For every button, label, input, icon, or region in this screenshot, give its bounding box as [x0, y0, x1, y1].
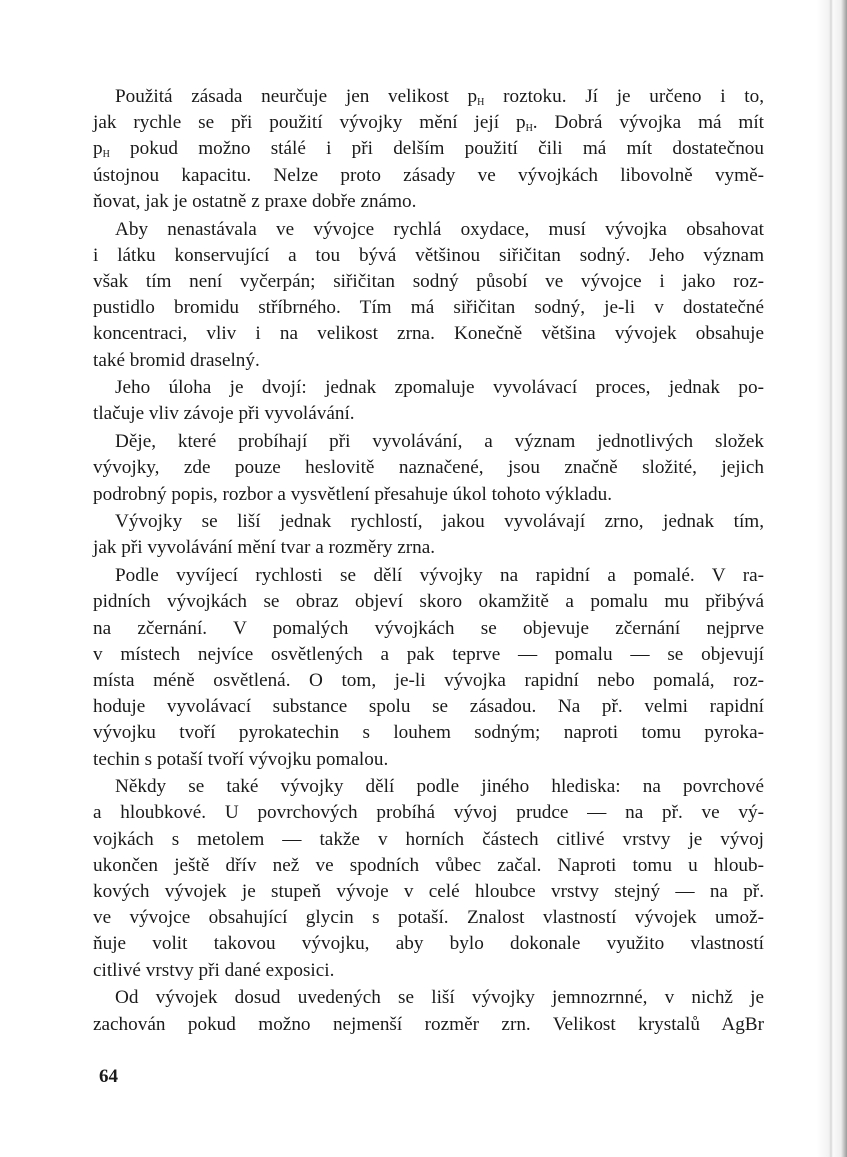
text-line: jak rychle se při použití vývojky mění její $p_H$. Dobrá vývojka má mít: [93, 112, 764, 135]
page-number: 64: [99, 1066, 118, 1087]
text-line: ukončen ještě dřív než ve spodních vůbec začal. Naproti tomu u hloub-: [93, 854, 764, 876]
text-line: místa méně osvětlená. O tom, je-li vývojka rapidní nebo pomalá, roz-: [93, 669, 764, 691]
text-line: pidních vývojkách se obraz objeví skoro okamžitě a pomalu mu přibývá: [93, 591, 764, 613]
text-line: také bromid draselný.: [93, 349, 260, 371]
text-line: koncentraci, vliv i na velikost zrna. Konečně většina vývojek obsahuje: [93, 323, 764, 345]
text-line: zachován pokud možno nejmenší rozměr zrn. Velikost krystalů AgBr: [93, 1013, 764, 1035]
text-line: podrobný popis, rozbor a vysvětlení přesahuje úkol tohoto výkladu.: [93, 483, 613, 505]
text-line: na zčernání. V pomalých vývojkách se objevuje zčernání nejprve: [93, 617, 764, 639]
text-line: pustidlo bromidu stříbrného. Tím má siřičitan sodný, je-li v dostatečné: [93, 297, 764, 319]
text-line: i látku konservující a tou bývá většinou siřičitan sodný. Jeho význam: [93, 244, 764, 266]
text-line: hoduje vyvolávací substance spolu se zásadou. Na př. velmi rapidní: [93, 696, 764, 718]
text-line: vývojky, zde pouze heslovitě naznačené, jsou značně složité, jejich: [93, 457, 764, 479]
text-line: Vývojky se liší jednak rychlostí, jakou vyvolávají zrno, jednak tím,: [115, 511, 764, 533]
text-line: kových vývojek je stupeň vývoje v celé hloubce vrstvy stejný — na př.: [93, 881, 764, 902]
text-line: Někdy se také vývojky dělí podle jiného hlediska: na povrchové: [115, 776, 764, 798]
text-line: v místech nejvíce osvětlených a pak teprve — pomalu — se objevují: [93, 643, 764, 665]
text-line: ňovat, jak je ostatně z praxe dobře známo.: [93, 190, 417, 212]
text-line: citlivé vrstvy při dané exposici.: [93, 959, 335, 981]
text-line: ústojnou kapacitu. Nelze proto zásady ve vývojkách libovolně vymě-: [93, 164, 764, 186]
scan-edge-shadow: [817, 0, 847, 1157]
text-line: Od vývojek dosud uvedených se liší vývojky jemnozrnné, v nichž je: [115, 987, 764, 1009]
text-line: vývojku tvoří pyrokatechin s louhem sodným; naproti tomu pyroka-: [93, 722, 764, 744]
text-line: Jeho úloha je dvojí: jednak zpomaluje vyvolávací proces, jednak po-: [115, 377, 764, 399]
text-line: techin s potaší tvoří vývojku pomalou.: [93, 748, 389, 770]
text-line: ve vývojce obsahující glycin s potaší. Znalost vlastností vývojek umož-: [93, 907, 764, 929]
text-line: Použitá zásada neurčuje jen velikost $p_H$ roztoku. Jí je určeno i to,: [115, 86, 764, 108]
text-line: a hloubkové. U povrchových probíhá vývoj prudce — na př. ve vý-: [93, 802, 764, 824]
text-line: však tím není vyčerpán; siřičitan sodný působí ve vývojce i jako roz-: [93, 270, 764, 292]
text-line: Děje, které probíhají při vyvolávání, a význam jednotlivých složek: [115, 431, 764, 453]
text-line: $p_H$ pokud možno stálé i při delším použití čili má mít dostatečnou: [93, 138, 764, 161]
text-line: vojkách s metolem — takže v horních částech citlivé vrstvy je vývoj: [93, 828, 764, 850]
text-line: tlačuje vliv závoje při vyvolávání.: [93, 403, 355, 425]
text-line: Aby nenastávala ve vývojce rychlá oxydace, musí vývojka obsahovat: [115, 218, 764, 240]
text-line: ňuje volit takovou vývojku, aby bylo dokonale využito vlastností: [93, 933, 764, 955]
text-line: Podle vyvíjecí rychlosti se dělí vývojky na rapidní a pomalé. V ra-: [115, 565, 764, 587]
text-line: jak při vyvolávání mění tvar a rozměry zrna.: [93, 537, 436, 559]
